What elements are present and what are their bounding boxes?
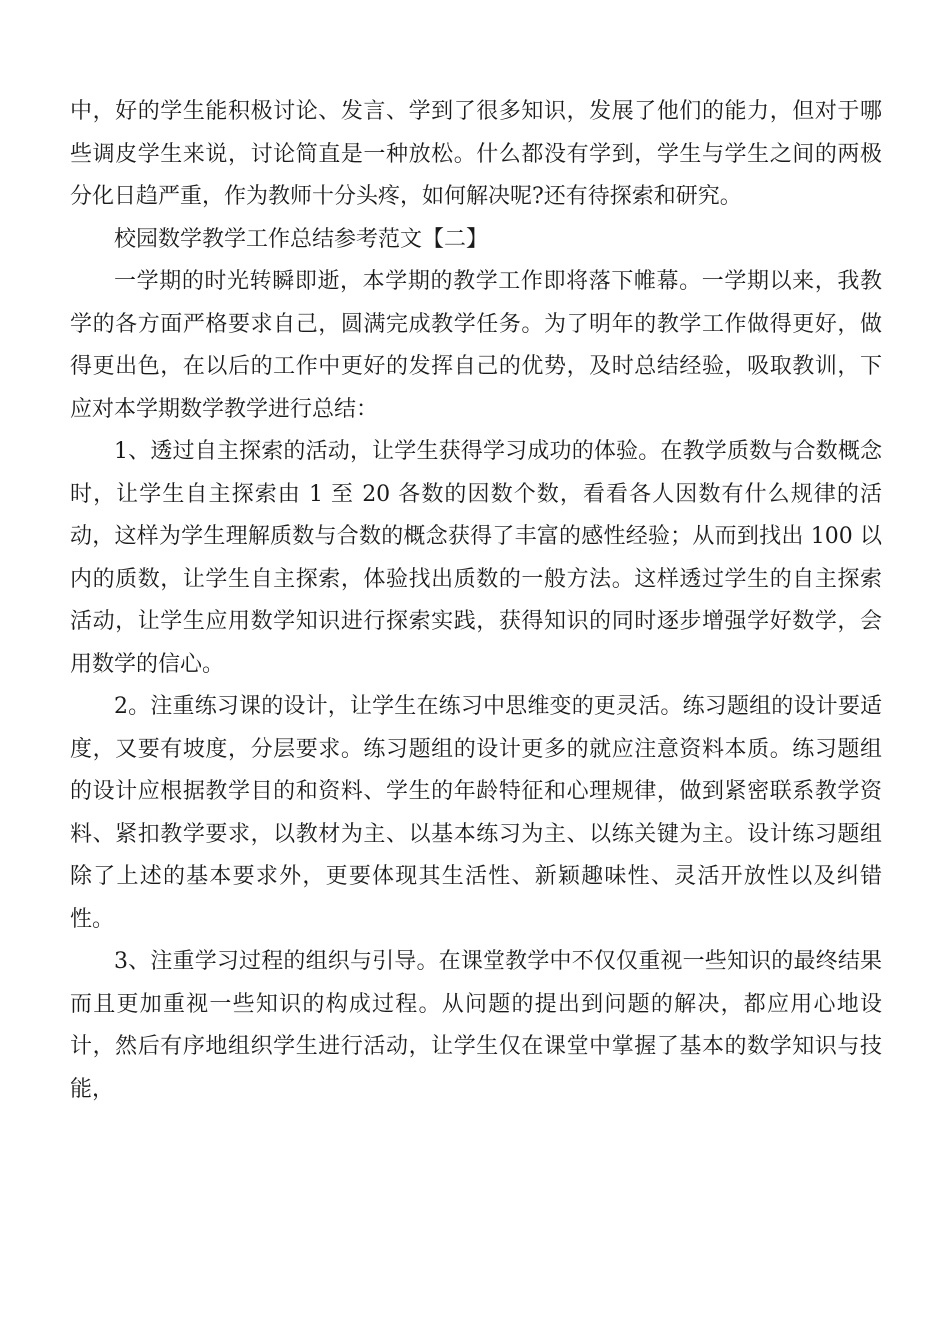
paragraph-point-2: 2。注重练习课的设计，让学生在练习中思维变的更灵活。练习题组的设计要适度，又要有坡度，分层要求。练习题组的设计更多的就应注意资料本质。练习题组的设计应根据教学目的和资料、学生的年龄特征和心理规律，做到紧密联系教学资料、紧扣教学要求，以教材为主、以基本练习为主、以练关键为主。设计练习题组除了上述的基本要求外，更要体现其生活性、新颖趣味性、灵活开放性以及纠错性。	[70, 694, 882, 932]
paragraph-continuation: 中，好的学生能积极讨论、发言、学到了很多知识，发展了他们的能力，但对于哪些调皮学生来说，讨论简直是一种放松。什么都没有学到，学生与学生之间的两极分化日趋严重，作为教师十分头疼，如何解决呢?还有待探索和研究。	[70, 99, 882, 209]
paragraph-point-1: 1、透过自主探索的活动，让学生获得学习成功的体验。在教学质数与合数概念时，让学生自主探索由 1 至 20 各数的因数个数，看看各人因数有什么规律的活动，这样为学生理解质数与合数的概念获得了丰富的感性经验；从而到找出 100 以内的质数，让学生自主探索，体验找出质数的一般方法。这样透过学生的自主探索活动，让学生应用数学知识进行探索实践，获得知识的同时逐步增强学好数学，会用数学的信心。	[70, 439, 882, 677]
paragraph-intro: 一学期的时光转瞬即逝，本学期的教学工作即将落下帷幕。一学期以来，我教学的各方面严格要求自己，圆满完成教学任务。为了明年的教学工作做得更好，做得更出色，在以后的工作中更好的发挥自己的优势，及时总结经验，吸取教训，下应对本学期数学教学进行总结：	[70, 269, 882, 422]
section-heading: 校园数学教学工作总结参考范文【二】	[114, 226, 489, 252]
document-body	[70, 91, 882, 1111]
paragraph-point-3: 3、注重学习过程的组织与引导。在课堂教学中不仅仅重视一些知识的最终结果而且更加重视一些知识的构成过程。从问题的提出到问题的解决，都应用心地设计，然后有序地组织学生进行活动，让学生仅在课堂中掌握了基本的数学知识与技能，	[70, 949, 882, 1102]
